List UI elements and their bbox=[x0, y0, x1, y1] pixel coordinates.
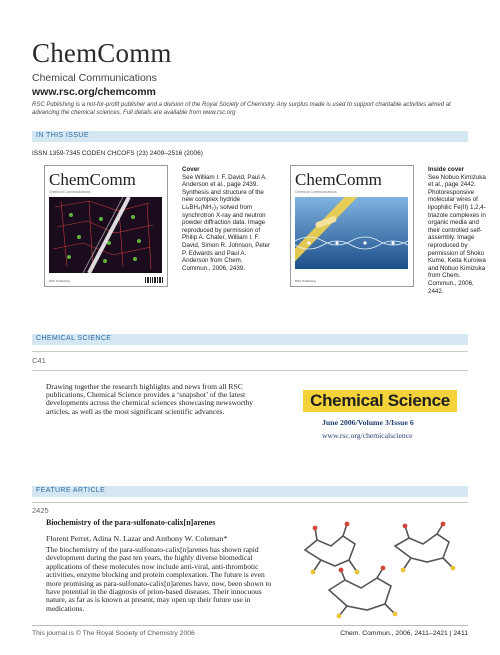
cover-image-footer: RSC Publishing bbox=[49, 279, 71, 283]
cover-description bbox=[182, 166, 272, 272]
inside-cover-image-subtitle: Chemical Communications bbox=[295, 190, 337, 194]
cover-image[interactable] bbox=[44, 165, 168, 287]
section-label-chemical-science: CHEMICAL SCIENCE bbox=[36, 335, 112, 342]
footer-copyright: This journal is © The Royal Society of Chemistry 2006 bbox=[32, 630, 195, 637]
molecular-wire-illustration bbox=[295, 197, 408, 269]
chemical-science-band bbox=[32, 334, 468, 345]
section-divider bbox=[32, 502, 468, 503]
section-label-in-this-issue: IN THIS ISSUE bbox=[36, 132, 89, 139]
journal-url[interactable]: www.rsc.org/chemcomm bbox=[32, 86, 156, 98]
chemical-science-code: C41 bbox=[32, 356, 46, 365]
chemical-science-url[interactable]: www.rsc.org/chemicalscience bbox=[322, 431, 413, 440]
section-divider bbox=[32, 351, 468, 352]
feature-article-abstract: The biochemistry of the para-sulfonato-calix[n]arenes has shown rapid development during the past ten years, the highly diverse biomedical applications of these molecules now include anti-viral, anti-thrombotic activities, enzyme blocking and protein complexation. The future is even more promising as para-sulfonato-calix[n]arenes have, now, been shown to have potential in the diagnosis of prion-based diseases. Their innocuous nature, as far as is known at present, may open up their future use in medications. bbox=[46, 545, 272, 613]
feature-article-title[interactable]: Biochemistry of the para-sulfonato-calix[n]arenes bbox=[46, 518, 216, 527]
chemical-science-logo[interactable] bbox=[303, 390, 457, 412]
barcode-icon bbox=[145, 277, 163, 283]
feature-article-band bbox=[32, 486, 468, 497]
cover-image-title: ChemComm bbox=[49, 170, 136, 189]
chemical-science-blurb: Drawing together the research highlights and news from all RSC publications, Chemical Science provides a ‘snapshot’ of the latest developments across the chemical sciences showcasing newsworthy articles, as well as the most significant scientific advances. bbox=[46, 382, 254, 416]
inside-cover-image-footer: RSC Publishing bbox=[295, 279, 317, 283]
calixarene-structure-graphic bbox=[295, 520, 467, 620]
cover-text: See William I. F. David, Paul A. Anderson et al., page 2439. Synthesis and structure of the new complex hydride Li₄BH₄(NH₂)₃ solved from synchrotron X-ray and neutron powder diffraction data. Image reproduced by permission of Philip A. Chater, William I. F. David, Simon R. Johnson, Peter P. Edwards and Paul A. Anderson from Chem. Commun., 2006, 2439. bbox=[182, 173, 271, 272]
inside-cover-description bbox=[428, 166, 490, 295]
cover-heading: Cover bbox=[182, 166, 200, 173]
issn-line: ISSN 1359-7345 CODEN CHCOFS (23) 2409–2516 (2006) bbox=[32, 150, 203, 157]
footer-citation: Chem. Commun., 2006, 2411–2421 | 2411 bbox=[340, 630, 468, 637]
inside-cover-image[interactable] bbox=[290, 165, 414, 287]
publisher-disclaimer: RSC Publishing is a not-for-profit publisher and a division of the Royal Society of Chemistry. Any surplus made is used to support charitable activities aimed at advancing the chemical sciences. Full details are available from www.rsc.org bbox=[32, 102, 451, 116]
crystal-structure-illustration bbox=[49, 197, 162, 273]
journal-subtitle: Chemical Communications bbox=[32, 72, 157, 84]
in-this-issue-band bbox=[32, 131, 468, 142]
cover-image-subtitle: Chemical Communications bbox=[49, 190, 91, 194]
chemical-science-logo-text: Chemical Science bbox=[310, 391, 450, 410]
footer-divider bbox=[32, 625, 468, 626]
section-divider bbox=[32, 370, 468, 371]
chemical-science-issue: June 2006/Volume 3/Issue 6 bbox=[322, 418, 414, 427]
journal-title: ChemComm bbox=[32, 38, 172, 68]
inside-cover-heading: Inside cover bbox=[428, 166, 465, 173]
inside-cover-image-title: ChemComm bbox=[295, 170, 382, 189]
feature-article-authors: Florent Perret, Adina N. Lazar and Anthony W. Coleman* bbox=[46, 534, 228, 543]
feature-article-page: 2425 bbox=[32, 506, 49, 515]
section-label-feature-article: FEATURE ARTICLE bbox=[36, 487, 106, 494]
inside-cover-text: See Nobuo Kimizuka et al., page 2442. Photoresponsive molecular wires of lipophilic Fe(II) 1,2,4-triazole complexes in organic media and their controlled self-assembly. Image reproduced by permission of Shoko Kume, Keita Kuroiwa and Nobuo Kimizuka from Chem. Commun., 2006, 2442. bbox=[428, 173, 486, 295]
